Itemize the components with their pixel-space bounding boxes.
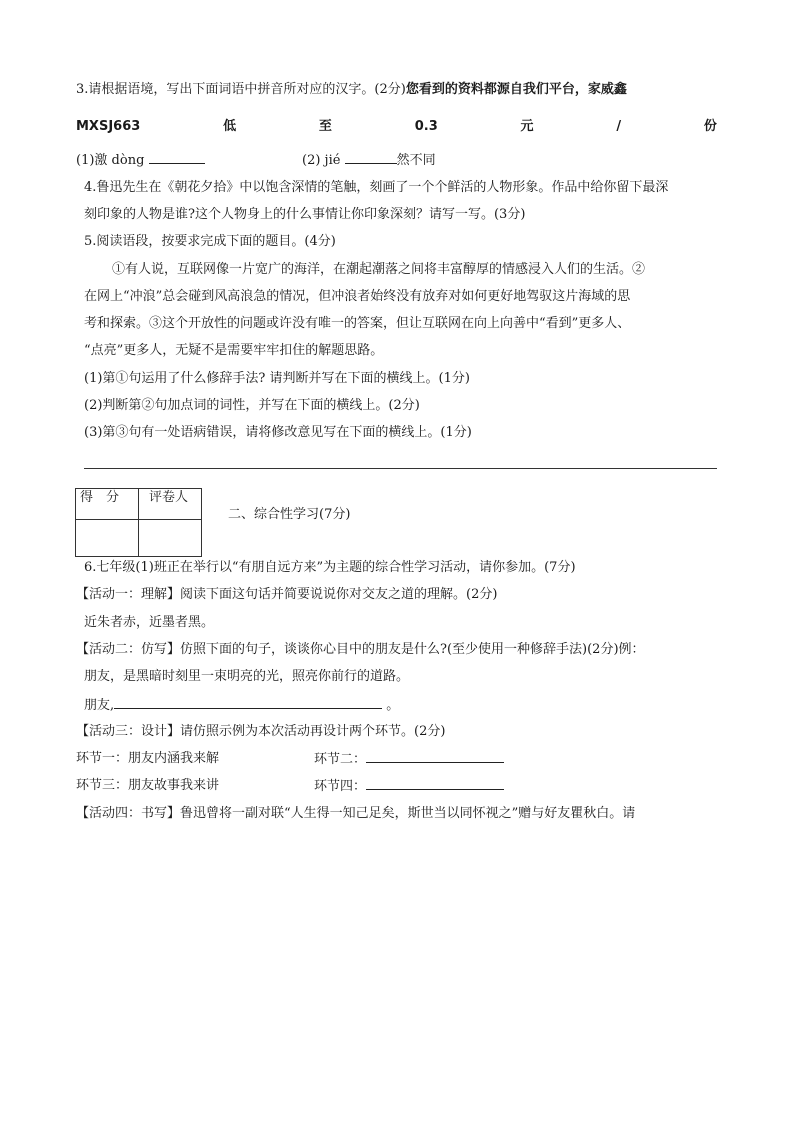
q3-item-2 [302,151,436,170]
q3-item2-prefix: (2) jié [302,153,341,168]
activity-2-example: 朋友，是黑暗时刻里一束明亮的光，照亮你前行的道路。 [84,669,410,684]
q5-title: 5.阅读语段，按要求完成下面的题目。(4分) [84,234,336,249]
notice-token: MXSJ663 [76,119,141,134]
step-2 [314,750,504,769]
notice-line-2 [76,118,717,136]
notice-token: 份 [703,119,717,134]
notice-token: 至 [318,119,332,134]
answer-blank[interactable] [149,151,205,164]
score-cell[interactable] [76,520,139,557]
q5-para-line-4: “点亮”更多人，无疑不是需要牢牢扣住的解题思路。 [84,343,384,358]
step-4 [314,777,504,796]
q3-item-1 [76,151,205,170]
section-2-title: 二、综合性学习(7分) [228,507,351,522]
notice-token: 0.3 [414,119,438,134]
activity-1-quote: 近朱者赤，近墨者黑。 [84,615,215,630]
q5-para-line-1: ①有人说，互联网像一片宽广的海洋，在潮起潮落之间将丰富醇厚的情感浸入人们的生活。② [112,262,646,277]
q4-line-1: 4.鲁迅先生在《朝花夕拾》中以饱含深情的笔触，刻画了一个个鲜活的人物形象。作品中给你留下最深 [84,180,669,195]
step-2-label: 环节二： [314,752,367,767]
activity-2: 【活动二：仿写】仿照下面的句子，谈谈你心目中的朋友是什么?(至少使用一种修辞手法)(2分)例： [76,642,645,657]
notice-text: 您看到的资料都源自我们平台，家威鑫 [405,82,627,97]
score-table [75,488,202,557]
notice-token: 元 [520,119,534,134]
activity-1: 【活动一：理解】阅读下面这句话并简要说说你对交友之道的理解。(2分) [76,587,498,602]
q5-sub-1: (1)第①句运用了什么修辞手法? 请判断并写在下面的横线上。(1分) [84,371,470,386]
q5-para-line-2: 在网上“冲浪”总会碰到风高浪急的情况，但冲浪者始终没有放弃对如何更好地驾驭这片海域的思 [84,289,631,304]
activity-2-answer [84,696,399,715]
q3-item1-prefix: (1)激 dòng [76,153,145,168]
activity-3: 【活动三：设计】请仿照示例为本次活动再设计两个环节。(2分) [76,724,446,739]
grader-cell[interactable] [139,520,202,557]
answer-prefix: 朋友, [84,698,115,713]
answer-suffix: 。 [386,698,400,713]
q3-line [76,81,627,99]
q5-para-line-3: 考和探索。③这个开放性的问题或许没有唯一的答案，但让互联网在向上向善中“看到”更多人、 [84,316,631,331]
q6-intro: 6.七年级(1)班正在举行以“有朋自远方来”为主题的综合性学习活动，请你参加。(7分) [84,560,576,575]
q3-question: 3.请根据语境，写出下面词语中拼音所对应的汉字。(2分) [76,82,406,97]
score-header: 得 分 [76,489,139,520]
q4-line-2: 刻印象的人物是谁?这个人物身上的什么事情让你印象深刻？请写一写。(3分) [84,207,526,222]
grader-header: 评卷人 [139,489,202,520]
step-3: 环节三：朋友故事我来讲 [76,778,220,793]
q5-sub-3: (3)第③句有一处语病错误，请将修改意见写在下面的横线上。(1分) [84,425,472,440]
step-4-label: 环节四： [314,779,367,794]
q5-sub-2: (2)判断第②句加点词的词性，并写在下面的横线上。(2分) [84,398,420,413]
answer-blank[interactable] [366,777,504,790]
answer-blank[interactable] [114,696,382,709]
answer-line[interactable] [84,468,717,469]
answer-blank[interactable] [345,151,397,164]
notice-token: / [616,119,622,134]
q3-item2-suffix: 然不同 [396,153,436,168]
step-1: 环节一：朋友内涵我来解 [76,751,220,766]
notice-token: 低 [223,119,237,134]
activity-4: 【活动四：书写】鲁迅曾将一副对联“人生得一知己足矣，斯世当以同怀视之”赠与好友瞿秋白。请 [76,806,636,821]
answer-blank[interactable] [366,750,504,763]
